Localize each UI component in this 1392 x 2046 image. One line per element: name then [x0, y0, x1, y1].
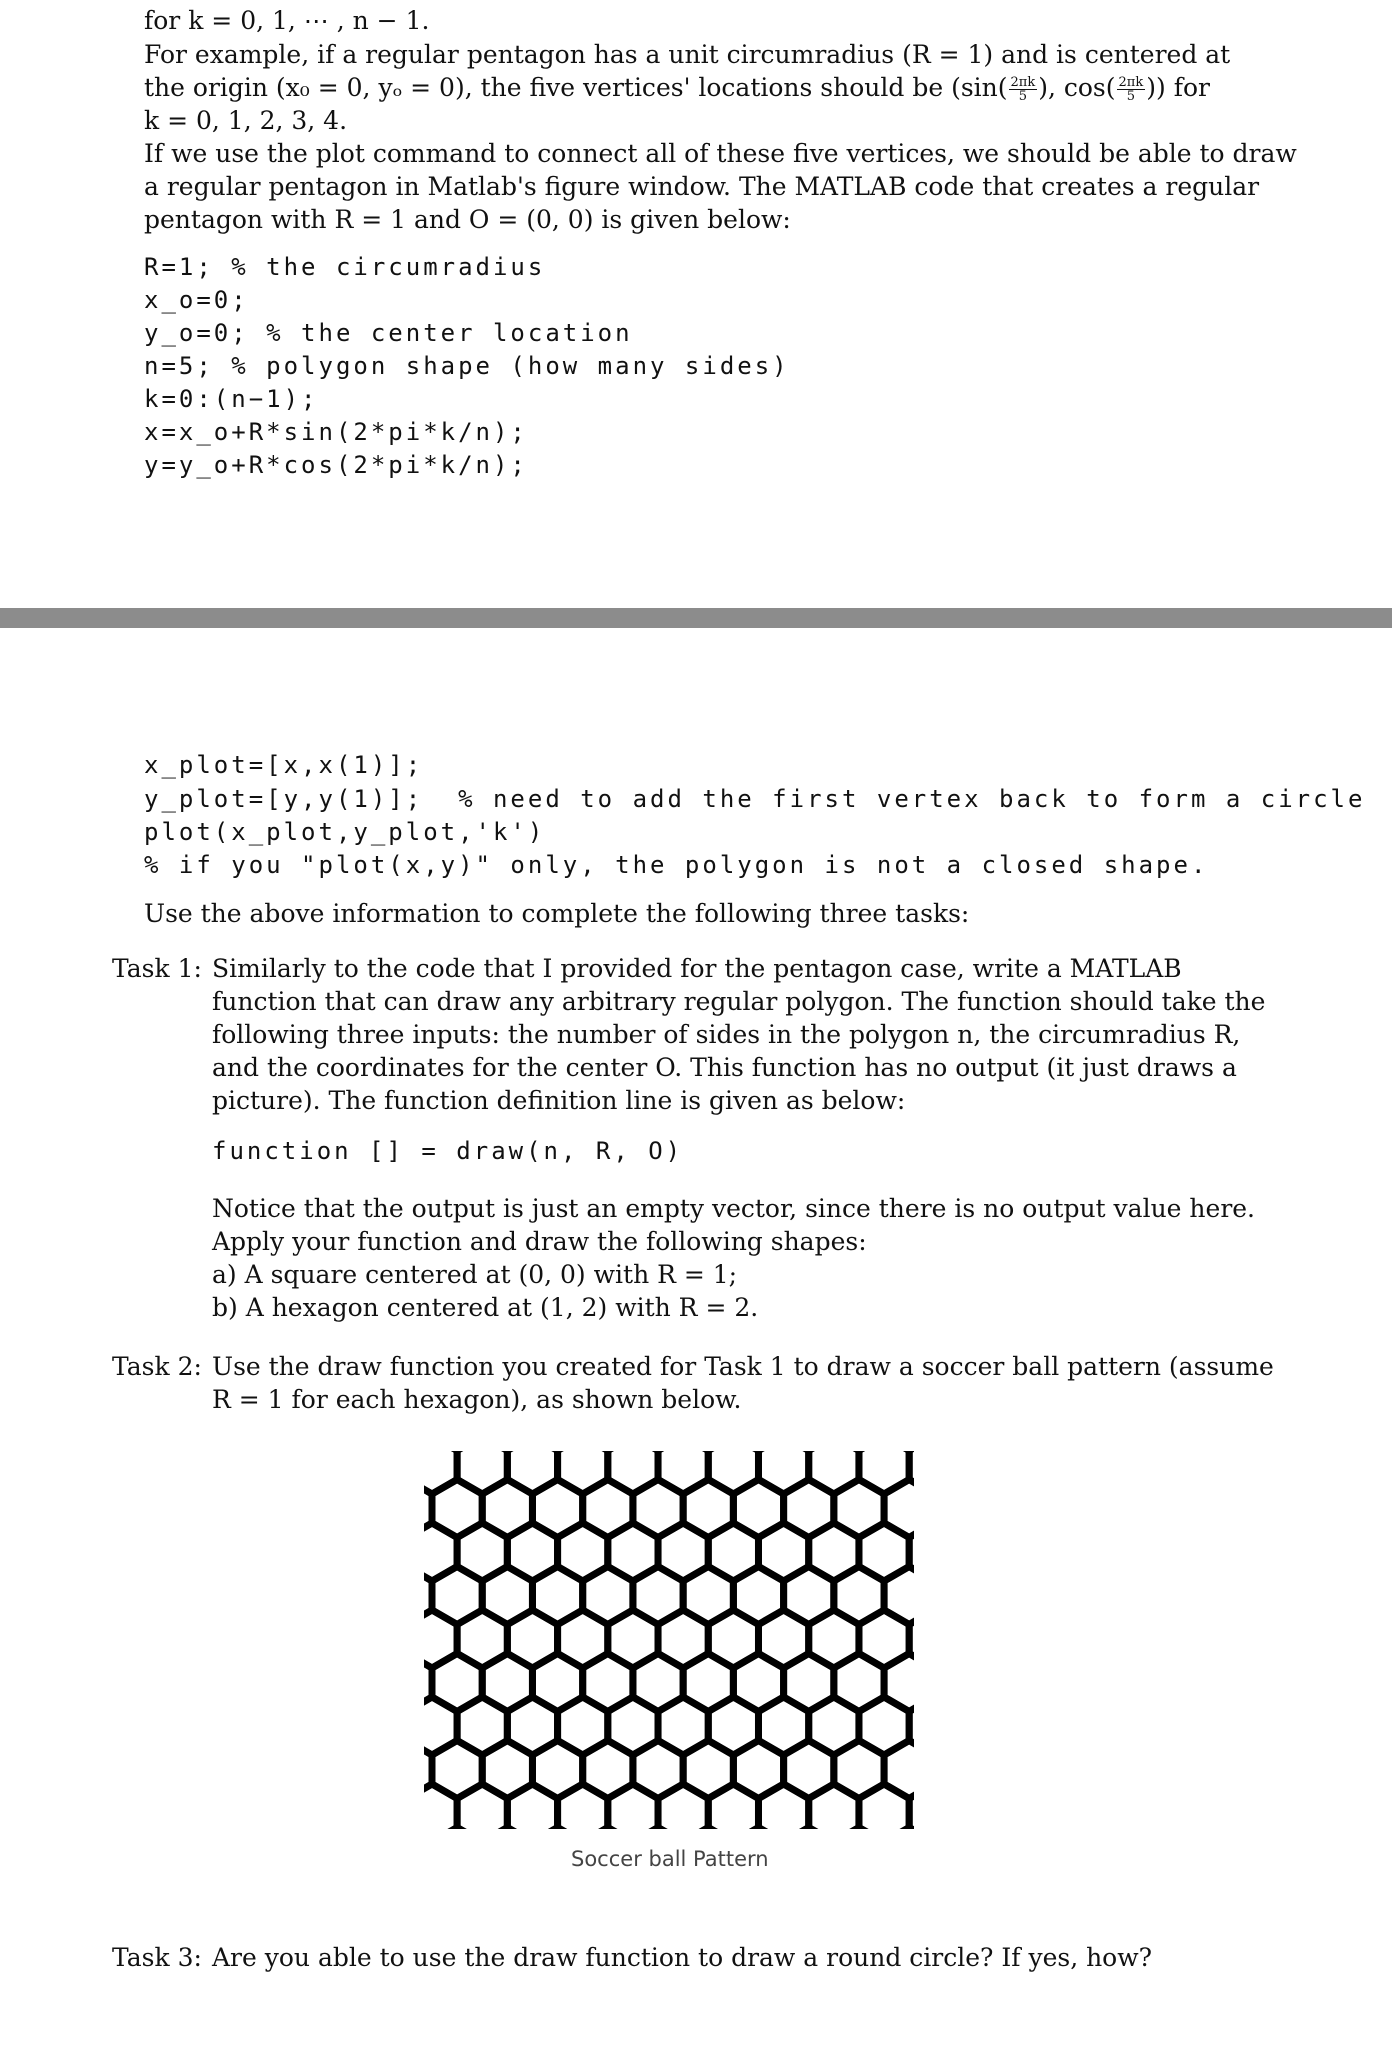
hexagon-cell — [432, 1828, 482, 1830]
shape-a-line: a) A square centered at (0, 0) with R = 1; — [212, 1260, 738, 1289]
cos-suffix: )) for — [1146, 73, 1210, 102]
soccer-ball-figure — [424, 1451, 914, 1829]
task1-line: picture). The function definition line is given as below: — [212, 1086, 906, 1115]
example-line-3: k = 0, 1, 2, 3, 4. — [144, 106, 348, 135]
function-definition-code: function [] = draw(n, R, O) — [212, 1137, 684, 1165]
hexagon-cell — [909, 1784, 914, 1829]
example-line-2 — [144, 71, 1210, 104]
hexagon-cell — [909, 1451, 914, 1494]
hexagon-cell — [884, 1828, 914, 1830]
sin-prefix: (sin( — [951, 73, 1008, 102]
page-separator — [0, 608, 1392, 628]
task1-line: Similarly to the code that I provided for the pentagon case, write a MATLAB — [212, 954, 1182, 983]
task1-label: Task 1: — [112, 954, 202, 983]
code-line: n=5; % polygon shape (how many sides) — [144, 352, 790, 380]
task1-line: following three inputs: the number of sides in the polygon n, the circumradius R, — [212, 1020, 1241, 1049]
code-line: y=y_o+R*cos(2*pi*k/n); — [144, 451, 528, 479]
hexagon-cell — [532, 1828, 582, 1830]
task3-line: Are you able to use the draw function to draw a round circle? If yes, how? — [212, 1943, 1153, 1972]
notice-line: Apply your function and draw the following shapes: — [212, 1227, 867, 1256]
hexagon-cell — [507, 1784, 557, 1829]
shape-b-line: b) A hexagon centered at (1, 2) with R = 2. — [212, 1293, 759, 1322]
hexagon-cell — [583, 1828, 633, 1830]
hexagon-cell — [482, 1828, 532, 1830]
hexagon-cell — [658, 1784, 708, 1829]
task3-label: Task 3: — [112, 1943, 202, 1972]
example-line-1: For example, if a regular pentagon has a unit circumradius (R = 1) and is centered at — [144, 40, 1231, 69]
task2-line: R = 1 for each hexagon), as shown below. — [212, 1385, 742, 1414]
hexagon-cell — [424, 1784, 457, 1829]
hexagon-cell — [859, 1784, 909, 1829]
hexagon-pattern — [424, 1451, 914, 1829]
code-line: R=1; % the circumradius — [144, 253, 546, 281]
hexagon-cell — [784, 1828, 834, 1830]
hexagon-cell — [457, 1784, 507, 1829]
hexagon-cell — [809, 1784, 859, 1829]
fraction-den: 5 — [1018, 89, 1028, 104]
task2-line: Use the draw function you created for Task 1 to draw a soccer ball pattern (assume — [212, 1352, 1274, 1381]
hexagon-cell — [424, 1828, 432, 1830]
hexagon-cell — [608, 1784, 658, 1829]
plot-paragraph-line-1: If we use the plot command to connect all of these five vertices, we should be able to draw — [144, 139, 1297, 168]
hexagon-cell — [758, 1784, 808, 1829]
plot-paragraph-line-2: a regular pentagon in Matlab's figure window. The MATLAB code that creates a regular — [144, 172, 1260, 201]
code-line: x=x_o+R*sin(2*pi*k/n); — [144, 418, 528, 446]
intro-line: for k = 0, 1, ⋯ , n − 1. — [144, 6, 430, 35]
fraction-sin — [1009, 76, 1038, 103]
example-line-2-text: the origin (x₀ = 0, yₒ = 0), the five vertices' locations should be — [144, 73, 944, 102]
figure-caption: Soccer ball Pattern — [571, 1847, 769, 1871]
fraction-num: 2πk — [1010, 75, 1036, 90]
code-line: x_plot=[x,x(1)]; — [144, 751, 424, 779]
notice-line: Notice that the output is just an empty vector, since there is no output value here. — [212, 1194, 1256, 1223]
hexagon-cell — [708, 1784, 758, 1829]
code-line: y_plot=[y,y(1)]; % need to add the first vertex back to form a circle — [144, 785, 1366, 813]
task1-line: function that can draw any arbitrary regular polygon. The function should take the — [212, 987, 1266, 1016]
hexagon-cell — [733, 1828, 783, 1830]
instructions-line: Use the above information to complete the following three tasks: — [144, 899, 970, 928]
code-line: % if you "plot(x,y)" only, the polygon is not a closed shape. — [144, 851, 1209, 879]
code-line: plot(x_plot,y_plot,'k') — [144, 818, 546, 846]
fraction-den: 5 — [1126, 89, 1136, 104]
page-one — [0, 0, 1392, 608]
task1-line: and the coordinates for the center O. This function has no output (it just draws a — [212, 1053, 1237, 1082]
code-line: x_o=0; — [144, 286, 249, 314]
fraction-num: 2πk — [1118, 75, 1144, 90]
task2-label: Task 2: — [112, 1352, 202, 1381]
fraction-cos — [1117, 76, 1146, 103]
cos-prefix: ), cos( — [1038, 73, 1116, 102]
code-line: k=0:(n−1); — [144, 385, 319, 413]
hexagon-cell — [558, 1784, 608, 1829]
code-line: y_o=0; % the center location — [144, 319, 633, 347]
hexagon-cell — [683, 1828, 733, 1830]
hexagon-cell — [633, 1828, 683, 1830]
hexagon-cell — [834, 1828, 884, 1830]
plot-paragraph-line-3: pentagon with R = 1 and O = (0, 0) is given below: — [144, 205, 791, 234]
